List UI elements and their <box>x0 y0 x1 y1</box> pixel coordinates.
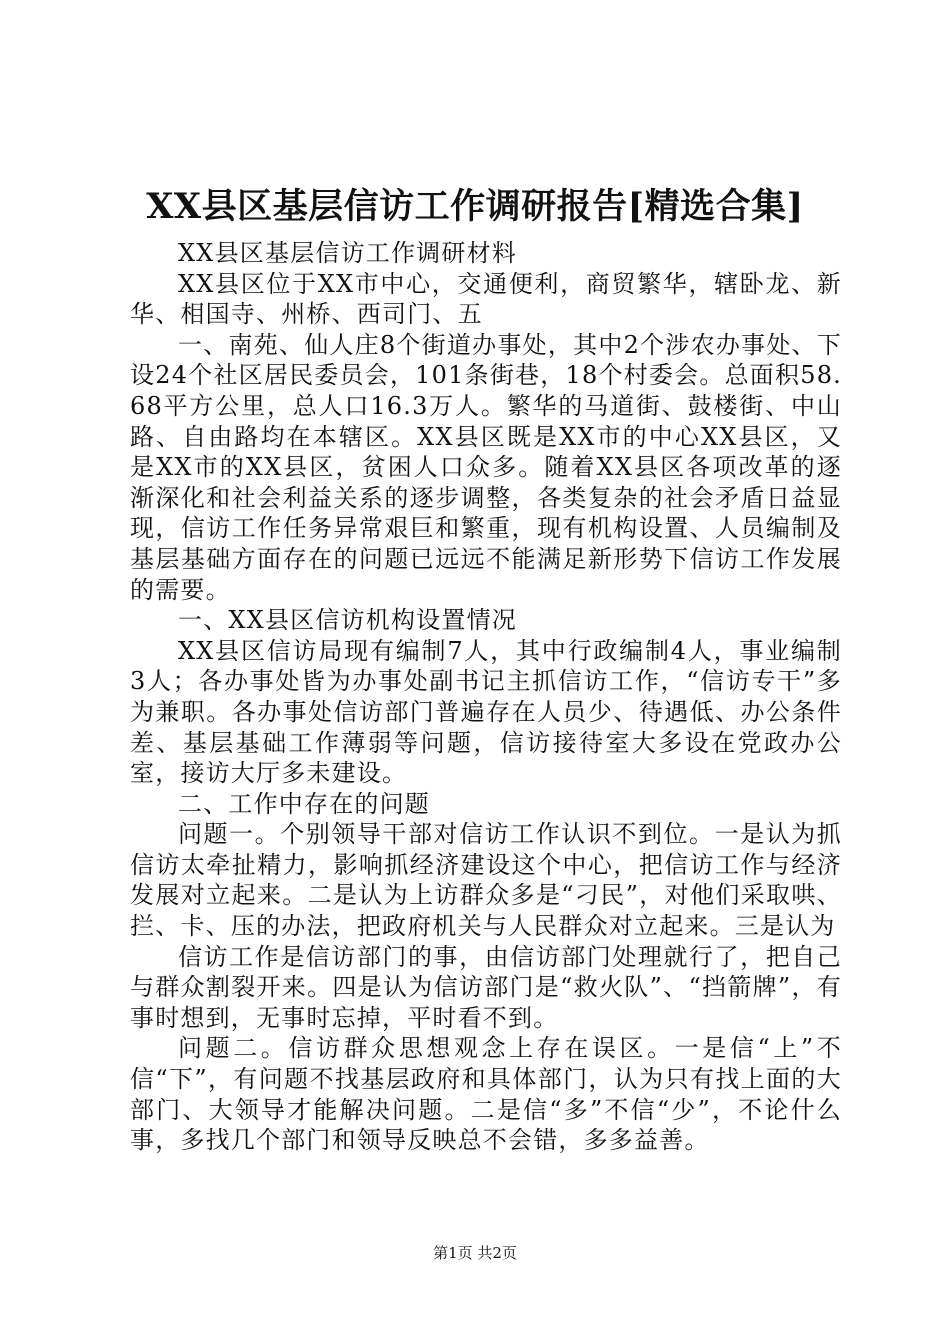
page-footer: 第1页 共2页 <box>433 1244 517 1262</box>
document-body <box>130 238 842 1156</box>
section-heading-problems: 二、工作中存在的问题 <box>178 789 430 818</box>
paragraph-problem-one: 问题一。个别领导干部对信访工作认识不到位。一是认为抓信访太牵扯精力，影响抓经济建设这个中心，把信访工作与经济发展对立起来。二是认为上访群众多是“刁民”，对他们采取哄、拦、卡、压的办法，把政府机关与人民群众对立起来。三是认为 <box>130 820 842 941</box>
paragraph-location: XX县区位于XX市中心，交通便利，商贸繁华，辖卧龙、新华、相国寺、州桥、西司门、五 <box>130 269 842 329</box>
paragraph-institutions: XX县区信访局现有编制7人，其中行政编制4人，事业编制3人；各办事处皆为办事处副书记主抓信访工作，“信访专干”多为兼职。各办事处信访部门普遍存在人员少、待遇低、办公条件差、基层基础工作薄弱等问题，信访接待室大多设在党政办公室，接访大厅多未建设。 <box>130 636 842 788</box>
paragraph-overview: 一、南苑、仙人庄8个街道办事处，其中2个涉农办事处、下设24个社区居民委员会，101条街巷，18个村委会。总面积58.68平方公里，总人口16.3万人。繁华的马道街、鼓楼街、中山路、自由路均在本辖区。XX县区既是XX市的中心XX县区，又是XX市的XX县区，贫困人口众多。随着XX县区各项改革的逐渐深化和社会利益关系的逐步调整，各类复杂的社会矛盾日益显现，信访工作任务异常艰巨和繁重，现有机构设置、人员编制及基层基础方面存在的问题已远远不能满足新形势下信访工作发展的需要。 <box>130 330 842 604</box>
paragraph-problem-one-continued: 信访工作是信访部门的事，由信访部门处理就行了，把自己与群众割裂开来。四是认为信访部门是“救火队”、“挡箭牌”，有事时想到，无事时忘掉，平时看不到。 <box>130 942 842 1032</box>
paragraph-subtitle: XX县区基层信访工作调研材料 <box>178 239 517 267</box>
section-heading-institutions: 一、XX县区信访机构设置情况 <box>178 606 517 635</box>
paragraph-problem-two: 问题二。信访群众思想观念上存在误区。一是信“上”不信“下”，有问题不找基层政府和具体部门，认为只有找上面的大部门、大领导才能解决问题。二是信“多”不信“少”，不论什么事，多找几个部门和领导反映总不会错，多多益善。 <box>130 1034 842 1155</box>
document-title: XX县区基层信访工作调研报告[精选合集] <box>146 186 804 227</box>
